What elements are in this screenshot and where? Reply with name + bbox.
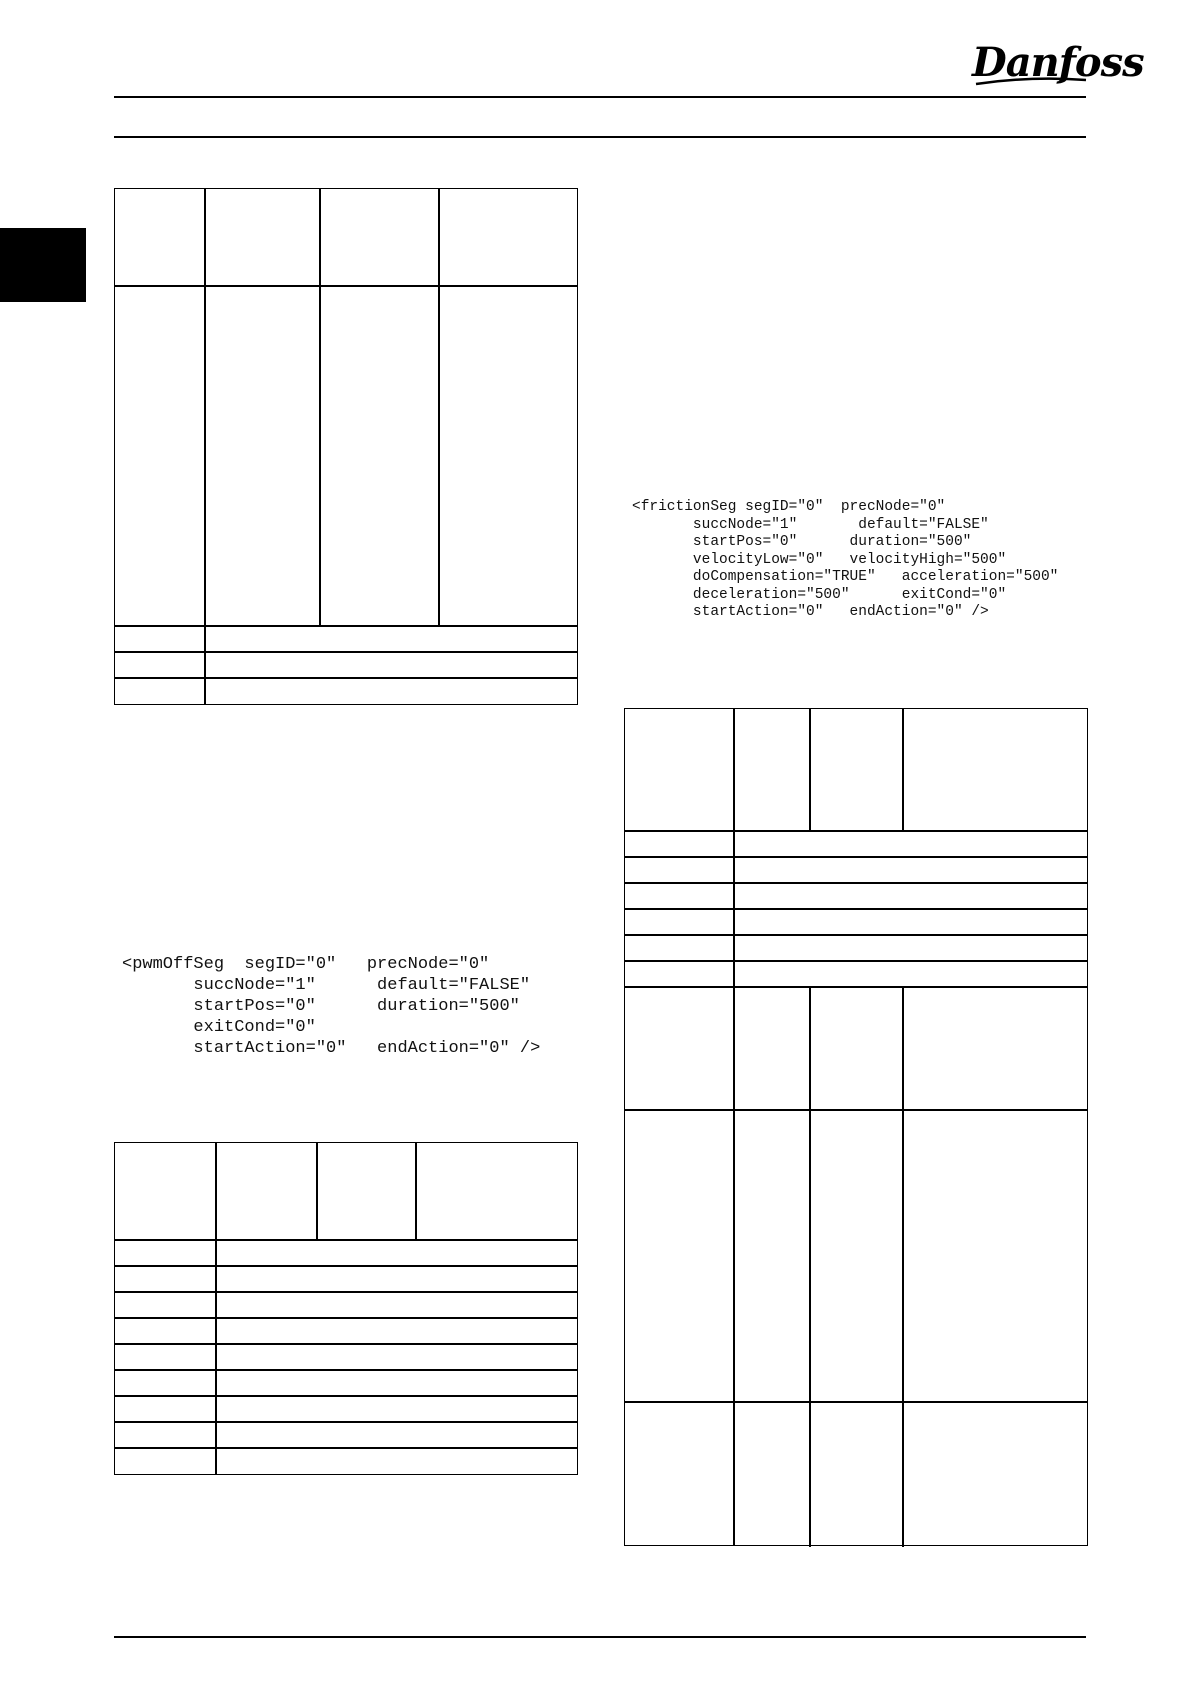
table-2-row-divider (115, 1395, 577, 1397)
table-3-col-divider (809, 986, 811, 1547)
table-3-row-divider (625, 1109, 1087, 1111)
table-1 (114, 188, 578, 705)
chapter-tab (0, 228, 86, 302)
table-2-row-divider (115, 1369, 577, 1371)
table-1-row-divider (115, 651, 577, 653)
table-2-col-divider (415, 1143, 417, 1241)
pwm-off-seg-code: <pwmOffSeg segID="0" precNode="0" succNode="1" default="FALSE" startPos="0" duration="500" exitCond="0" startAction="0" endAction="0" /> (122, 955, 541, 1058)
table-1-col-divider (438, 189, 440, 627)
danfoss-logo (970, 39, 1144, 90)
table-3-row-divider (625, 986, 1087, 988)
table-1-col-divider (204, 189, 206, 704)
table-3-row-divider (625, 934, 1087, 936)
table-1-row-divider (115, 677, 577, 679)
table-3-col-divider (902, 986, 904, 1547)
table-1-row-divider (115, 625, 577, 627)
table-2-row-divider (115, 1265, 577, 1267)
table-2-row-divider (115, 1343, 577, 1345)
table-2-col-divider (316, 1143, 318, 1241)
footer-rule (114, 1636, 1086, 1638)
table-2-row-divider (115, 1317, 577, 1319)
table-3 (624, 708, 1088, 1546)
table-3-row-divider (625, 960, 1087, 962)
table-3-row-divider (625, 882, 1087, 884)
table-2-row-divider (115, 1421, 577, 1423)
table-3-header-divider (625, 830, 1087, 832)
table-2-header-divider (115, 1239, 577, 1241)
table-1-col-divider (319, 189, 321, 627)
table-3-col-divider (733, 709, 735, 1545)
table-2 (114, 1142, 578, 1475)
table-3-col-divider (809, 709, 811, 832)
table-2-col-divider (215, 1143, 217, 1474)
table-2-row-divider (115, 1291, 577, 1293)
header-rule-bottom (114, 136, 1086, 138)
table-3-row-divider (625, 908, 1087, 910)
table-3-row-divider (625, 856, 1087, 858)
table-2-row-divider (115, 1447, 577, 1449)
header-rule-top (114, 96, 1086, 98)
table-3-row-divider (625, 1401, 1087, 1403)
friction-seg-code: <frictionSeg segID="0" precNode="0" succNode="1" default="FALSE" startPos="0" duration="500" velocityLow="0" velocityHigh="500" doCompensation="TRUE" acceleration="500" deceleration="500" exitCond="0" startAction="0" endAction="0" /> (632, 499, 1059, 620)
table-3-col-divider (902, 709, 904, 832)
svg-text:Danfoss: Danfoss (972, 39, 1144, 86)
table-1-header-divider (115, 285, 577, 287)
